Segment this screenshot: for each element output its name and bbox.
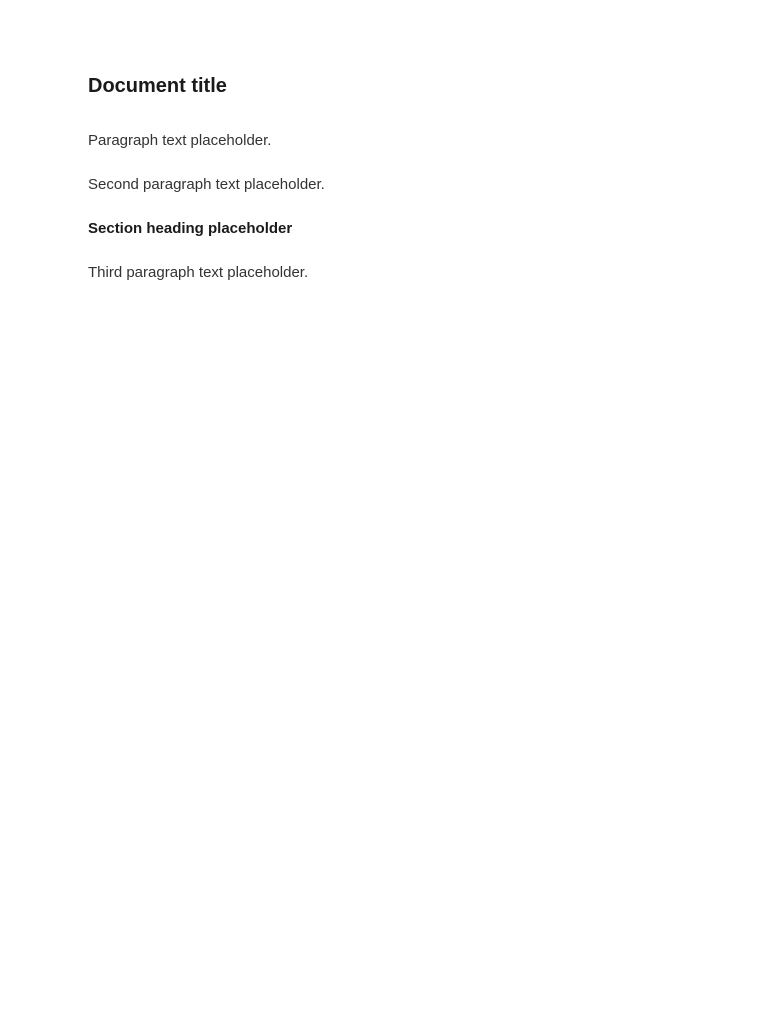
document-title: Document title — [88, 75, 227, 97]
paragraph: Second paragraph text placeholder. — [88, 176, 325, 193]
paragraph: Third paragraph text placeholder. — [88, 264, 309, 281]
paragraph: Paragraph text placeholder. — [88, 132, 272, 149]
section-heading: Section heading placeholder — [88, 220, 293, 237]
document-body — [88, 128, 680, 286]
